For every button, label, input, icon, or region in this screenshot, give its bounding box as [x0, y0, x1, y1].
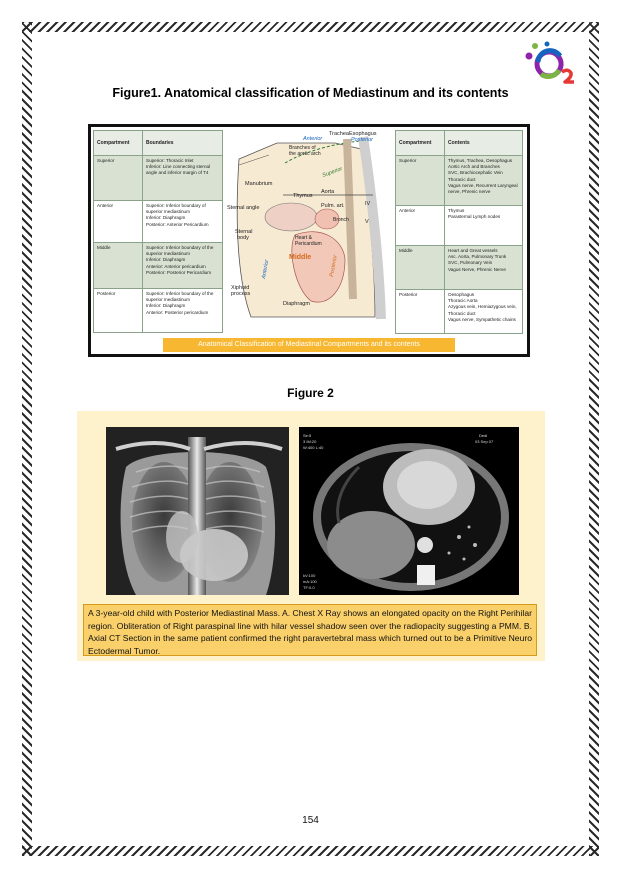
- diagram-label: IV: [365, 201, 371, 207]
- diagram-label: Posterior: [329, 254, 339, 278]
- table-cell: Heart and Great vessels Asc. Aorta, Pulmonary Trunk SVC, Pulmonary Vein Vagus Nerve, Phrenic Nerve: [445, 246, 523, 290]
- table-cell: Superior: Inferior boundary of the superior mediastinum Inferior: Diaphragm Anterior: Anterior pericardium Posterior: Posterior Pericardium: [143, 243, 223, 289]
- svg-text:03 Sep 07: 03 Sep 07: [475, 439, 494, 444]
- header-compartment: Compartment: [396, 131, 445, 156]
- diagram-label: Anterior: [303, 136, 323, 142]
- mediastinum-diagram: [225, 129, 393, 329]
- diagram-label: Aorta: [321, 189, 335, 195]
- diagram-label: Middle: [289, 254, 312, 261]
- figure2-title: Figure 2: [287, 386, 334, 400]
- figure1-caption: Anatomical Classification of Mediastinal Compartments and its contents: [163, 338, 455, 352]
- table-cell: Superior: [396, 156, 445, 206]
- table-cell: Thymus, Trachea, Oesophagus Aortic Arch and Branches SVC, Brachiocephalic Vein Thoracic duct Vagus nerve, Recurrent Laryngeal nerve, Phrenic nerve: [445, 156, 523, 206]
- diagram-label: Trachea: [329, 131, 349, 137]
- diagram-label: Manubrium: [245, 181, 273, 187]
- diagram-label: Heart &: [295, 235, 312, 241]
- table-cell: Middle: [396, 246, 445, 290]
- svg-text:kV:100: kV:100: [303, 573, 316, 578]
- figure1-title: Figure1. Anatomical classification of Mediastinum and its contents: [112, 86, 509, 100]
- right-border: [589, 22, 599, 856]
- diagram-label: Sternal angle: [227, 205, 260, 211]
- diagram-label: body: [237, 235, 249, 241]
- top-border: [22, 22, 599, 32]
- table-cell: Anterior: [94, 201, 143, 243]
- diagram-label: Posterior: [351, 137, 374, 143]
- table-cell: Oesophagus Thoracic Aorta Azygous vein, Hemiazygous vein, Thoracic duct Vagus nerve, Sympathetic chains: [445, 290, 523, 334]
- contents-table: [395, 130, 523, 334]
- svg-text:3 IM:20: 3 IM:20: [303, 439, 317, 444]
- diagram-label: Sternal: [235, 229, 253, 235]
- figure2-panel: [77, 411, 545, 661]
- diagram-label: V: [365, 219, 369, 225]
- table-cell: Thymus Parasternal Lymph nodes: [445, 206, 523, 246]
- svg-text:Se:5: Se:5: [303, 433, 312, 438]
- bottom-border: [22, 846, 599, 856]
- table-cell: Superior: [94, 156, 143, 201]
- diagram-label: Esophagus: [349, 131, 377, 137]
- diagram-label: the aortic arch: [289, 151, 321, 157]
- diagram-label: Thymus: [293, 193, 313, 199]
- diagram-label: Pericardium: [295, 241, 322, 247]
- header-boundaries: Boundaries: [143, 131, 223, 156]
- svg-text:TF:0.0: TF:0.0: [303, 585, 315, 590]
- diagram-label: Superior: [321, 166, 344, 179]
- page-number: 154: [302, 815, 319, 826]
- chest-xray-image: [106, 427, 289, 595]
- o2-logo-icon: [524, 40, 580, 86]
- table-cell: Superior: Inferior boundary of superior mediastinum Inferior: Diaphragm Posterior: Anterior Pericardium: [143, 201, 223, 243]
- table-cell: Posterior: [396, 290, 445, 334]
- boundaries-table: [93, 130, 223, 333]
- diagram-label: Bronch: [333, 217, 349, 223]
- figure2-caption: A 3-year-old child with Posterior Mediastinal Mass. A. Chest X Ray shows an elongated opacity on the Right Perihilar region. Obliteration of Right paraspinal line with hilar vessel shadow seen over the radiopacity suggesting a PMM. B. Axial CT Section in the same patient confirmed the right paravertebral mass which turned out to be a Primitive Neuro Ectodermal Tumor.: [83, 604, 537, 656]
- axial-ct-image: [299, 427, 519, 595]
- svg-text:mA:100: mA:100: [303, 579, 317, 584]
- left-border: [22, 22, 32, 856]
- diagram-label: Diaphragm: [283, 301, 310, 307]
- header-contents: Contents: [445, 131, 523, 156]
- diagram-label: Pulm. art.: [321, 203, 345, 209]
- svg-text:Dedi: Dedi: [479, 433, 488, 438]
- diagram-label: Xiphoid: [231, 285, 250, 291]
- diagram-label: Anterior: [261, 259, 271, 280]
- table-cell: Middle: [94, 243, 143, 289]
- table-cell: Superior: Thoracic Inlet Inferior: Line connecting sternal angle and inferior margin of T4: [143, 156, 223, 201]
- table-cell: Superior: Inferior boundary of the superior mediastinum Inferior: Diaphragm Anterior: Posterior pericardium: [143, 289, 223, 333]
- table-cell: Posterior: [94, 289, 143, 333]
- header-compartment: Compartment: [94, 131, 143, 156]
- diagram-label: process: [231, 291, 251, 297]
- figure1-panel: [88, 124, 530, 357]
- table-cell: Anterior: [396, 206, 445, 246]
- svg-text:W:400 L:40: W:400 L:40: [303, 445, 324, 450]
- diagram-label: Branches of: [289, 145, 316, 151]
